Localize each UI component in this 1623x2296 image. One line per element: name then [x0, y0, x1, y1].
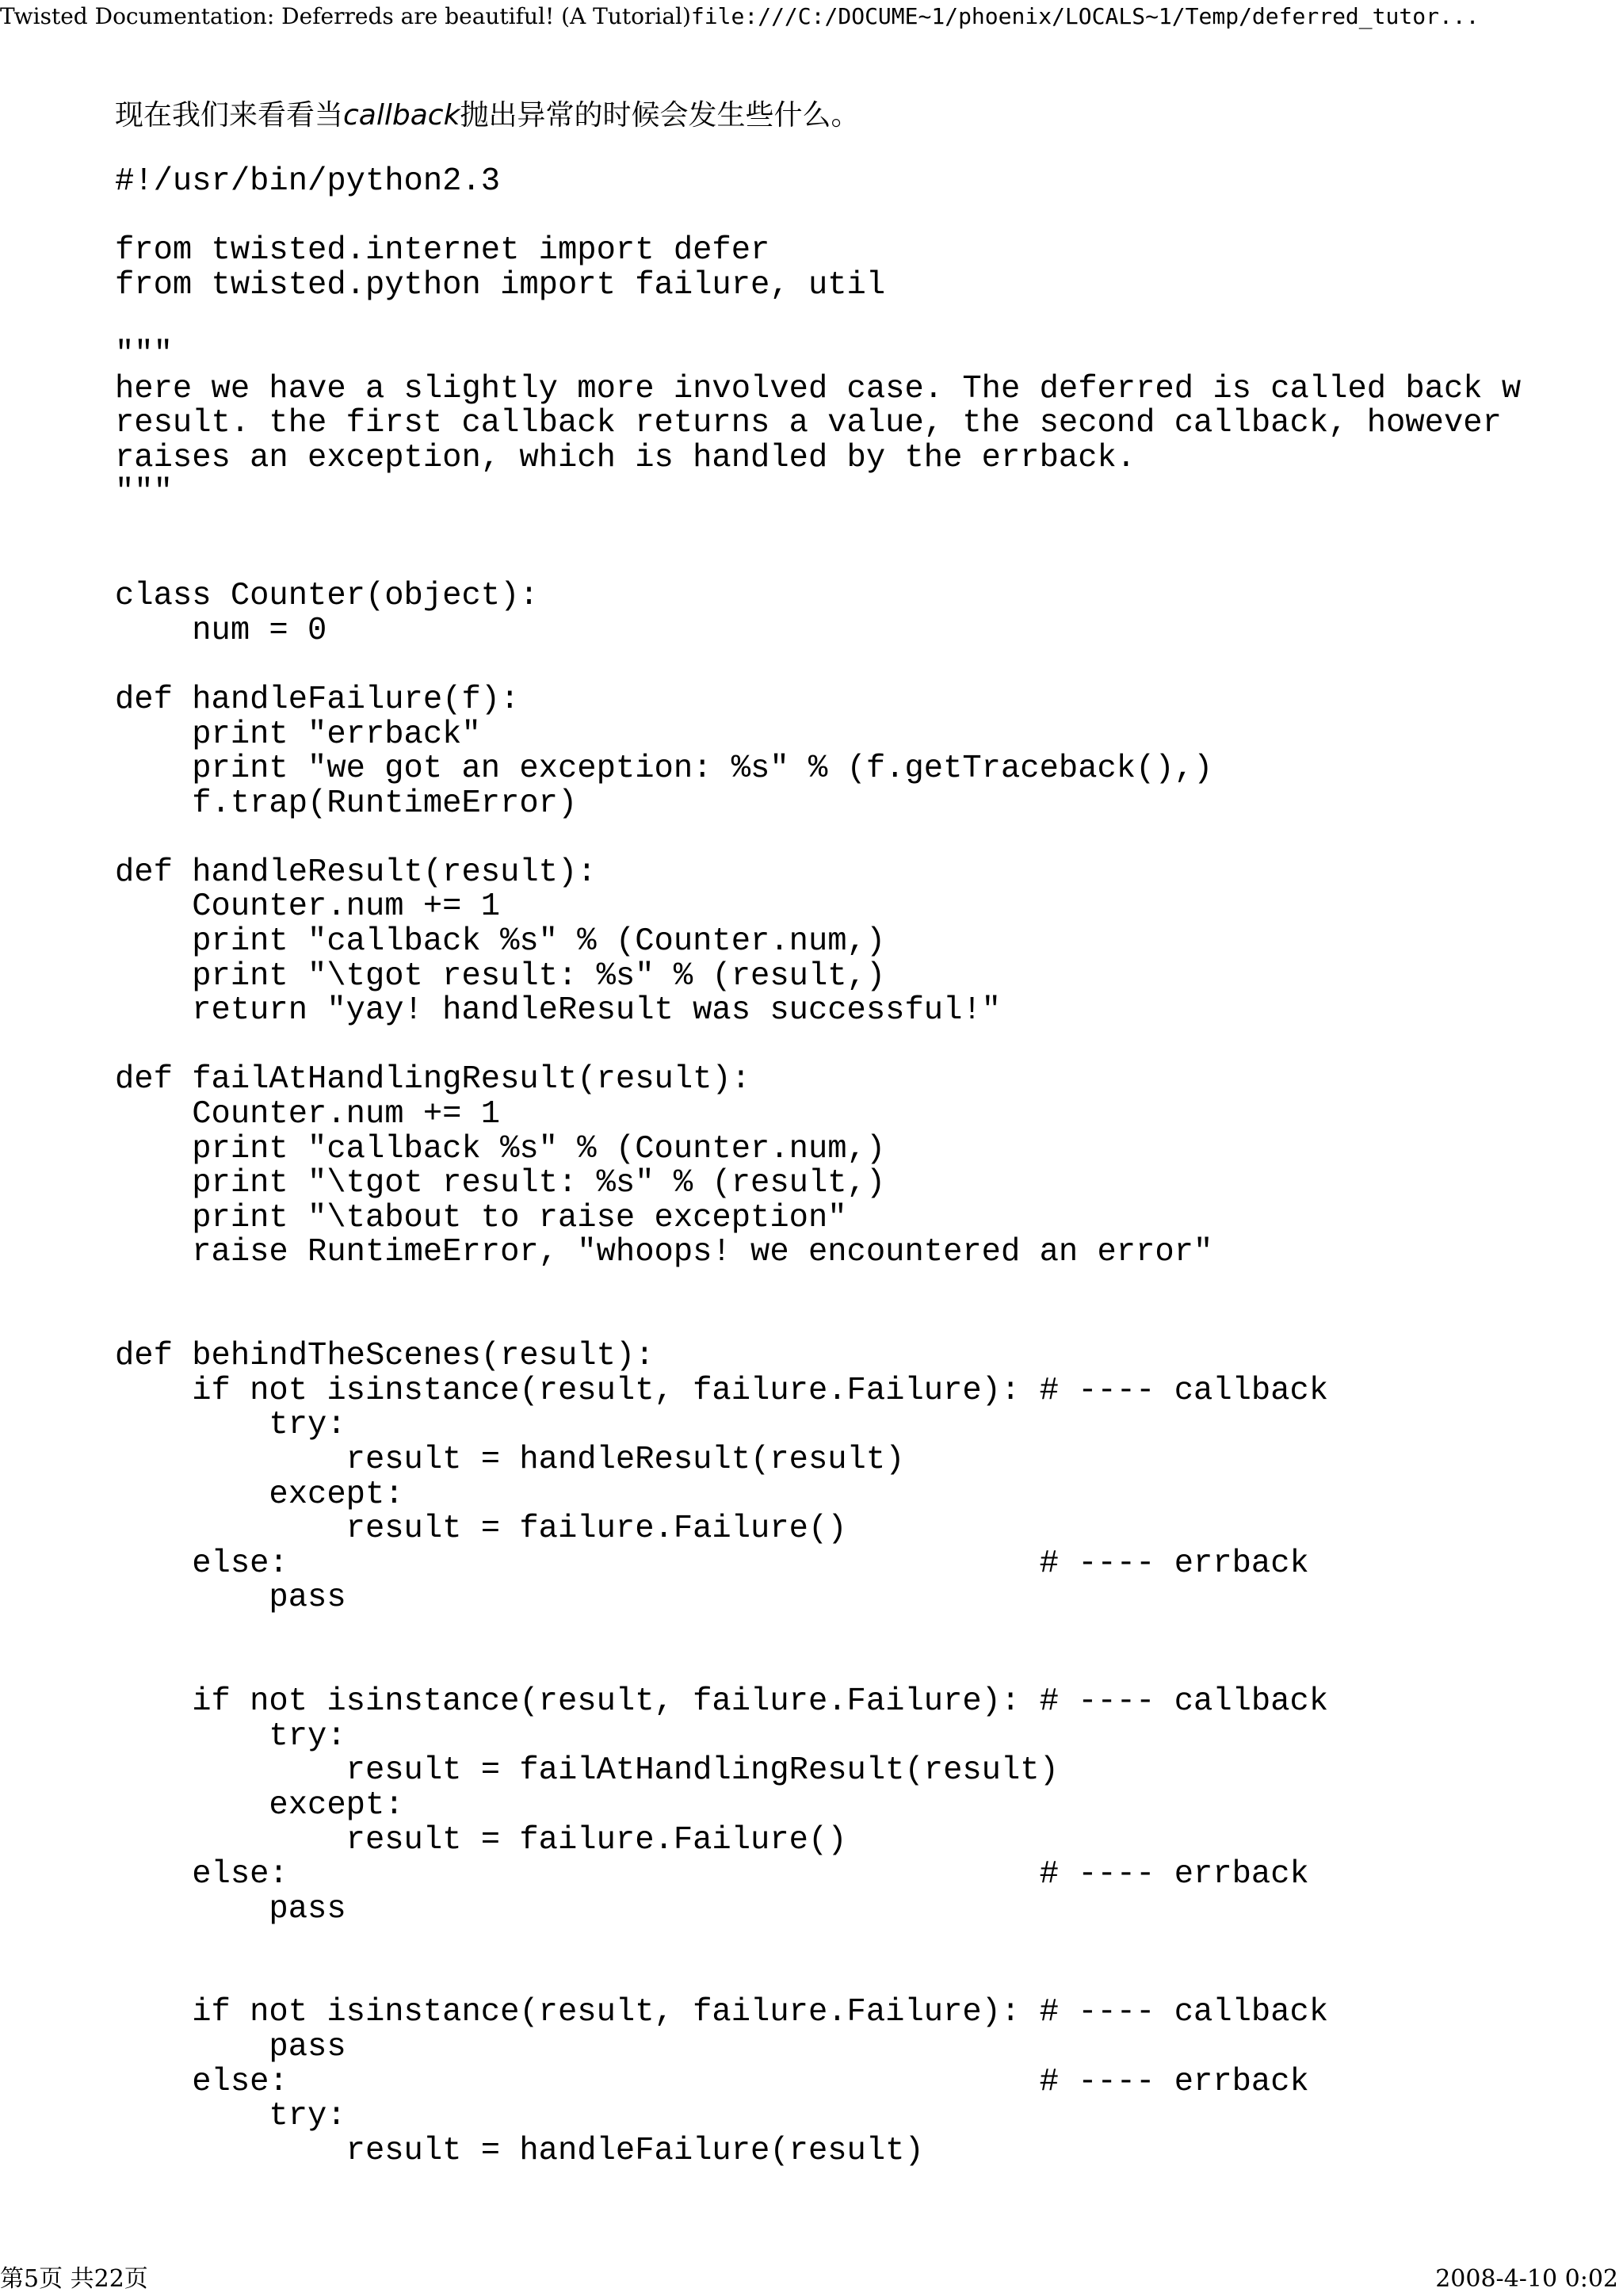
code-line: result = handleResult(result) [115, 1441, 905, 1478]
code-line [115, 510, 1605, 545]
print-header [0, 0, 1623, 35]
code-line: print "\tabout to raise exception" [115, 1199, 847, 1236]
code-listing [115, 165, 1605, 2178]
code-line: except: [115, 1786, 404, 1824]
code-line: def behindTheScenes(result): [115, 1338, 655, 1375]
document-title: Twisted Documentation: Deferreds are beautiful! (A Tutorial) [0, 3, 691, 29]
code-line: return "yay! handleResult was successful!" [115, 992, 1001, 1030]
code-line: result = handleFailure(result) [115, 2132, 924, 2169]
code-line [115, 303, 1605, 338]
code-line: print "we got an exception: %s" % (f.getTraceback(),) [115, 751, 1213, 788]
code-line: print "callback %s" % (Counter.num,) [115, 1130, 886, 1167]
code-line: #!/usr/bin/python2.3 [115, 165, 501, 200]
code-line: if not isinstance(result, failure.Failure): # ---- callback [115, 1683, 1329, 1721]
code-line: result = failAtHandlingResult(result) [115, 1752, 1059, 1790]
code-line: def failAtHandlingResult(result): [115, 1061, 751, 1098]
code-line: here we have a slightly more involved case. The deferred is called back w [115, 370, 1522, 407]
intro-text-before: 现在我们来看看当 [115, 99, 344, 132]
code-line: from twisted.python import failure, util [115, 266, 886, 304]
code-line [115, 1962, 1605, 1996]
code-line: print "\tgot result: %s" % (result,) [115, 1165, 886, 1202]
code-line: Counter.num += 1 [115, 1096, 501, 1133]
code-line: def handleFailure(f): [115, 681, 520, 718]
code-line: print "\tgot result: %s" % (result,) [115, 957, 886, 995]
code-line: """ [115, 335, 173, 372]
code-line [115, 821, 1605, 856]
code-line: try: [115, 1407, 346, 1444]
intro-paragraph [115, 97, 1541, 136]
code-line: result = failure.Failure() [115, 1511, 847, 1548]
code-line: result = failure.Failure() [115, 1821, 847, 1859]
code-line [115, 1927, 1605, 1962]
code-line: else: # ---- errback [115, 1545, 1309, 1582]
code-line: print "callback %s" % (Counter.num,) [115, 923, 886, 961]
code-line: raises an exception, which is handled by the errback. [115, 439, 1136, 476]
code-line: result. the first callback returns a value, the second callback, however [115, 405, 1502, 442]
code-line: try: [115, 2098, 346, 2135]
code-line: else: # ---- errback [115, 1856, 1309, 1893]
code-line: Counter.num += 1 [115, 888, 501, 926]
code-line: class Counter(object): [115, 578, 539, 615]
print-timestamp: 2008-4-10 0:02 [1435, 2265, 1618, 2293]
code-line: raise RuntimeError, "whoops! we encountered an error" [115, 1234, 1213, 1271]
code-line [115, 1270, 1605, 1305]
code-line [115, 200, 1605, 235]
code-line: pass [115, 1580, 346, 1617]
code-line: if not isinstance(result, failure.Failure): # ---- callback [115, 1372, 1329, 1409]
code-line: pass [115, 1890, 346, 1927]
code-line [115, 1616, 1605, 1651]
code-line: try: [115, 1717, 346, 1755]
code-line: from twisted.internet import defer [115, 232, 770, 269]
code-line [115, 648, 1605, 683]
intro-text-after: 抛出异常的时候会发生些什么。 [460, 99, 860, 132]
code-line [115, 545, 1605, 580]
code-line [115, 1305, 1605, 1340]
code-line: num = 0 [115, 612, 327, 649]
code-line: f.trap(RuntimeError) [115, 785, 578, 822]
document-url: file:///C:/DOCUME~1/phoenix/LOCALS~1/Temp/deferred_tutor... [690, 3, 1480, 29]
code-line: print "errback" [115, 716, 481, 753]
code-line: else: # ---- errback [115, 2063, 1309, 2100]
code-line: except: [115, 1476, 404, 1513]
code-line: def handleResult(result): [115, 854, 597, 891]
code-line: if not isinstance(result, failure.Failure): # ---- callback [115, 1994, 1329, 2031]
page-number: 第5页 共22页 [0, 2265, 148, 2293]
code-line: """ [115, 474, 173, 511]
code-line [115, 1651, 1605, 1686]
code-line [115, 1029, 1605, 1064]
code-line: pass [115, 2029, 346, 2066]
intro-emphasis: callback [343, 99, 460, 132]
